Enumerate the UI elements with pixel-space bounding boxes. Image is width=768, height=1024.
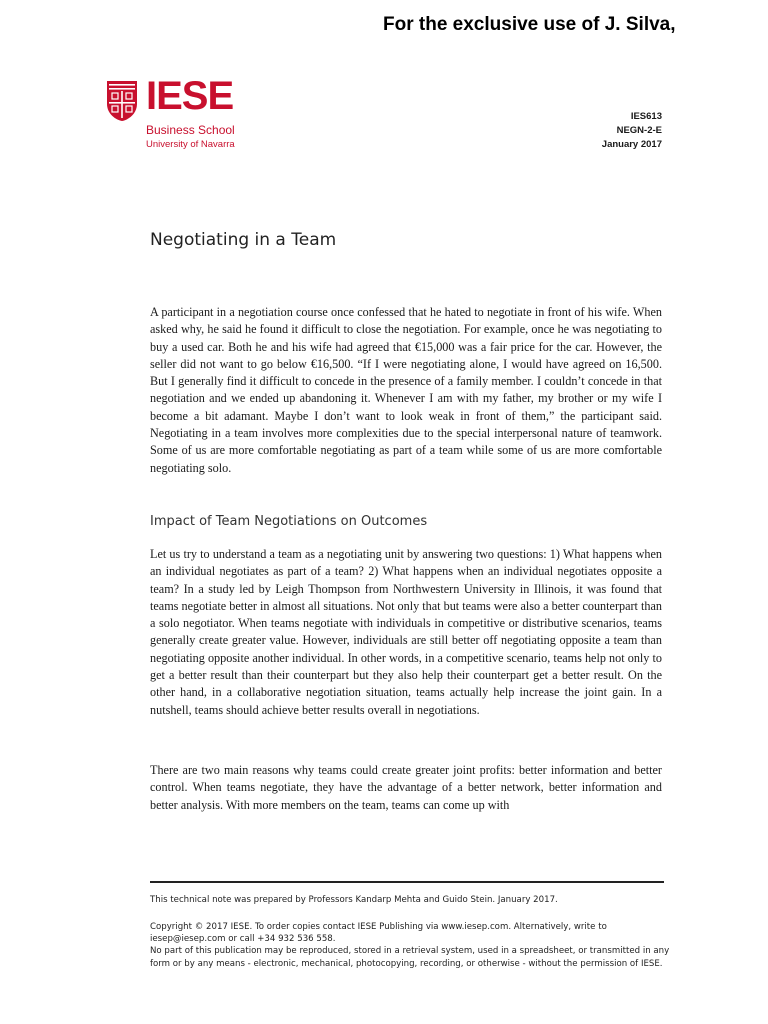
document-code: IES613 — [630, 111, 662, 122]
footer-prepared-by: This technical note was prepared by Professors Kandarp Mehta and Guido Stein. January 2017. — [150, 895, 558, 905]
section-paragraph-2: There are two main reasons why teams could create greater joint profits: better information and better control. When teams negotiate, they have the advantage of a better network, better information and better analysis. With more members on the team, teams can come up with — [150, 763, 662, 812]
footer-divider — [150, 881, 664, 883]
exclusive-use-watermark: For the exclusive use of J. Silva, — [383, 14, 676, 35]
logo-business-school: Business School — [146, 123, 235, 137]
document-date: January 2017 — [601, 139, 662, 150]
footer-copyright: Copyright © 2017 IESE. To order copies contact IESE Publishing via www.iesep.com. Alternatively, write to iesep@iesep.com or call +34 932 536 558. — [150, 922, 607, 945]
intro-paragraph: A participant in a negotiation course once confessed that he hated to negotiate in front of his wife. When asked why, he said he found it difficult to close the negotiation. For example, once he was negotiating to buy a used car. Both he and his wife had agreed that €15,000 was a fair price for the car. However, the seller did not want to go below €16,500. “If I were negotiating alone, I would have agreed on 16,500. But I generally find it difficult to concede in the presence of a family member. I couldn’t concede in that negotiation and we ended up abandoning it. Whenever I am with my father, my brother or my wife I become a bit adamant. Maybe I don’t want to look weak in front of them,” the participant said. Negotiating in a team involves more complexities due to the special interpersonal nature of teamwork. Some of us are more comfortable negotiating as part of a team while some of us are more comfortable negotiating solo. — [150, 305, 662, 475]
iese-logo — [106, 74, 246, 153]
document-metadata — [602, 110, 662, 152]
footer-rights: No part of this publication may be reproduced, stored in a retrieval system, used in a spreadsheet, or transmitted in any form or by any means - electronic, mechanical, photocopying, recording, or otherwise - without the permission of IESE. — [150, 946, 670, 969]
logo-wordmark: IESE — [146, 74, 234, 118]
iese-shield-icon — [106, 80, 138, 122]
document-title: Negotiating in a Team — [150, 230, 337, 250]
section-heading: Impact of Team Negotiations on Outcomes — [150, 514, 428, 529]
section-paragraph-1: Let us try to understand a team as a negotiating unit by answering two questions: 1) What happens when an individual negotiates as part of a team? 2) What happens when an individual negotiates opposite a team? In a study led by Leigh Thompson from Northwestern University in Illinois, it was found that teams negotiate better in almost all situations. Not only that but teams were also a better counterpart than a solo negotiator. When teams negotiate with individuals in competitive or distributive scenarios, teams generally create greater value. However, individuals are still better off negotiating opposite a team than negotiating opposite another individual. In other words, in a competitive scenario, teams help not only to get a better result than their counterpart but they also help their counterpart get a better result. On the other hand, in a collaborative negotiation situation, teams actually help increase the joint gain. In a nutshell, teams should achieve better results overall in negotiations. — [150, 547, 662, 717]
logo-university: University of Navarra — [146, 139, 235, 150]
footer-legal — [150, 921, 670, 970]
document-series: NEGN-2-E — [616, 125, 662, 136]
